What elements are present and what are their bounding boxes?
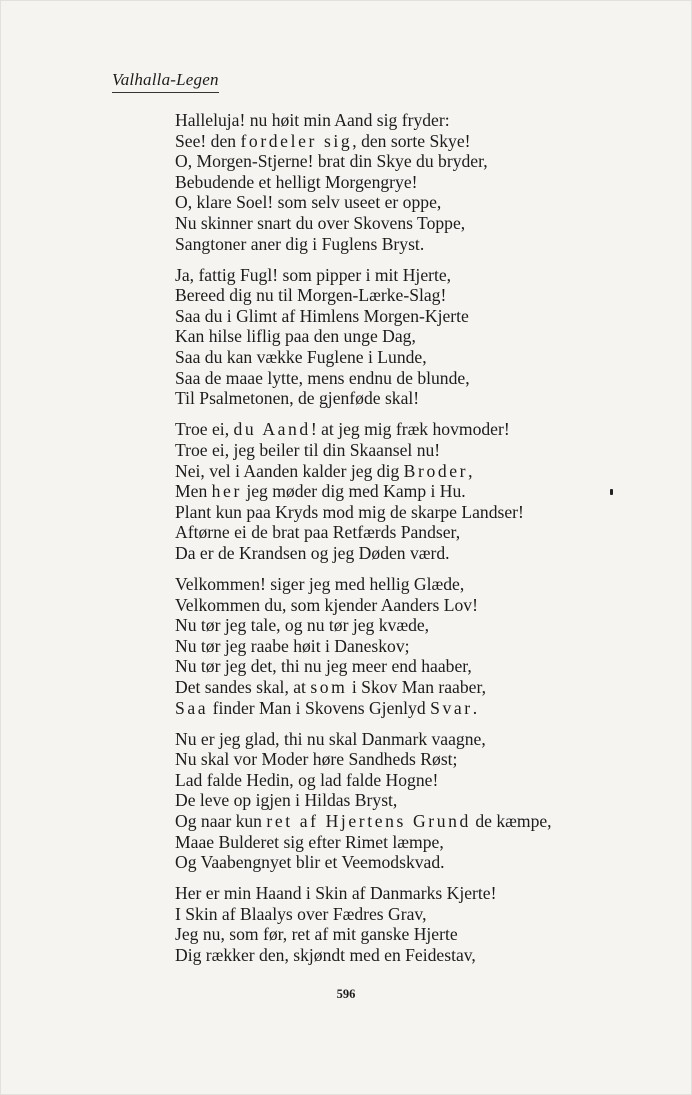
line-text: Velkommen du, som kjender Aanders Lov! xyxy=(175,594,478,615)
spaced-emphasis: du Aand xyxy=(233,419,311,440)
line-text: O, Morgen-Stjerne! brat din Skye du bryder, xyxy=(175,151,488,172)
poem-line xyxy=(175,749,552,770)
poem-line xyxy=(175,852,552,873)
line-text: Nu er jeg glad, thi nu skal Danmark vaagne, xyxy=(175,728,486,749)
poem-line xyxy=(175,326,552,347)
poem-line xyxy=(175,213,552,234)
running-head: Valhalla-Legen xyxy=(112,70,219,93)
poem-line xyxy=(175,234,552,255)
line-text: I Skin af Blaalys over Fædres Grav, xyxy=(175,903,427,924)
spaced-emphasis: ret af Hjertens Grund xyxy=(266,811,471,831)
spaced-emphasis: fordeler sig xyxy=(240,130,353,151)
line-text: de kæmpe, xyxy=(470,811,552,831)
stanza xyxy=(175,419,552,563)
line-text: Saa de maae lytte, mens endnu de blunde, xyxy=(175,367,470,388)
spaced-emphasis: Svar xyxy=(430,697,473,718)
poem-line xyxy=(175,543,552,564)
line-text: Nu tør jeg tale, og nu tør jeg kvæde, xyxy=(175,615,430,636)
line-text: Aftørne ei de brat paa Retfærds Pandser, xyxy=(175,522,461,543)
line-text: Og naar kun xyxy=(175,811,267,831)
line-text: De leve op igjen i Hildas Bryst, xyxy=(175,790,398,811)
line-text: Til Psalmetonen, de gjenføde skal! xyxy=(175,388,420,409)
line-text: Nu tør jeg raabe høit i Daneskov; xyxy=(175,635,410,656)
poem-line xyxy=(175,461,552,482)
line-text: Bebudende et helligt Morgengrye! xyxy=(175,171,418,192)
print-speck xyxy=(610,489,613,495)
poem-line xyxy=(175,368,552,389)
line-text: ! at jeg mig fræk hovmoder! xyxy=(310,419,510,440)
line-text: Nu skinner snart du over Skovens Toppe, xyxy=(175,212,466,233)
poem-line xyxy=(175,172,552,193)
line-text: Nu skal vor Moder høre Sandheds Røst; xyxy=(175,749,458,770)
line-text: Sangtoner aner dig i Fuglens Bryst. xyxy=(175,233,425,254)
line-text: Velkommen! siger jeg med hellig Glæde, xyxy=(175,573,465,594)
poem-line xyxy=(175,347,552,368)
poem-line xyxy=(175,285,552,306)
spaced-emphasis: Broder xyxy=(403,460,469,481)
line-text: Og Vaabengnyet blir et Veemodskvad. xyxy=(175,852,445,873)
line-text: Maae Bulderet sig efter Rimet læmpe, xyxy=(175,831,444,852)
line-text: Saa du i Glimt af Himlens Morgen-Kjerte xyxy=(175,305,469,326)
poem-line xyxy=(175,419,552,440)
line-text: Lad falde Hedin, og lad falde Hogne! xyxy=(175,769,439,790)
poem-line xyxy=(175,595,552,616)
line-text: Ja, fattig Fugl! som pipper i mit Hjerte, xyxy=(175,264,452,285)
line-text: Troe ei, jeg beiler til din Skaansel nu! xyxy=(175,439,441,460)
spaced-emphasis: Saa xyxy=(175,697,209,718)
line-text: Plant kun paa Kryds mod mig de skarpe Landser! xyxy=(175,501,524,522)
poem-line xyxy=(175,770,552,791)
line-text: Nu tør jeg det, thi nu jeg meer end haaber, xyxy=(175,656,472,677)
poem-line xyxy=(175,883,552,904)
line-text: Dig rækker den, skjøndt med en Feidestav, xyxy=(175,945,476,966)
poem-line xyxy=(175,131,552,152)
line-text: O, klare Soel! som selv useet er oppe, xyxy=(175,192,442,213)
poem xyxy=(175,110,552,976)
poem-line xyxy=(175,265,552,286)
stanza xyxy=(175,574,552,718)
stanza xyxy=(175,729,552,873)
stanza xyxy=(175,883,552,965)
line-text: i Skov Man raaber, xyxy=(347,676,487,697)
line-text: Troe ei, xyxy=(175,419,234,440)
poem-line xyxy=(175,677,552,698)
poem-line xyxy=(175,924,552,945)
poem-line xyxy=(175,945,552,966)
line-text: Nei, vel i Aanden kalder jeg dig xyxy=(175,460,404,481)
line-text: Her er min Haand i Skin af Danmarks Kjerte! xyxy=(175,883,497,904)
poem-line xyxy=(175,574,552,595)
poem-line xyxy=(175,440,552,461)
line-text: . xyxy=(472,697,478,718)
line-text: Bereed dig nu til Morgen-Lærke-Slag! xyxy=(175,285,447,306)
stanza xyxy=(175,265,552,409)
line-text: , den sorte Skye! xyxy=(352,130,471,151)
poem-line xyxy=(175,729,552,750)
stanza xyxy=(175,110,552,254)
line-text: See! den xyxy=(175,130,241,151)
line-text: Men xyxy=(175,481,212,502)
poem-line xyxy=(175,110,552,131)
line-text: Kan hilse liflig paa den unge Dag, xyxy=(175,326,416,347)
poem-line xyxy=(175,832,552,853)
spaced-emphasis: her xyxy=(211,481,242,502)
line-text: jeg møder dig med Kamp i Hu. xyxy=(241,481,466,502)
poem-line xyxy=(175,636,552,657)
line-text: finder Man i Skovens Gjenlyd xyxy=(208,697,431,718)
poem-line xyxy=(175,656,552,677)
line-text: Saa du kan vække Fuglene i Lunde, xyxy=(175,347,427,368)
poem-line xyxy=(175,904,552,925)
poem-line xyxy=(175,615,552,636)
poem-line xyxy=(175,306,552,327)
poem-line xyxy=(175,698,552,719)
line-text: Det sandes skal, at xyxy=(175,676,311,697)
poem-line xyxy=(175,388,552,409)
spaced-emphasis: som xyxy=(310,676,348,697)
page-number: 596 xyxy=(336,987,356,1001)
line-text: Da er de Krandsen og jeg Døden værd. xyxy=(175,542,450,563)
poem-line xyxy=(175,481,552,502)
line-text: Halleluja! nu høit min Aand sig fryder: xyxy=(175,110,450,130)
line-text: Jeg nu, som før, ret af mit ganske Hjerte xyxy=(175,924,458,945)
poem-line xyxy=(175,522,552,543)
poem-line xyxy=(175,151,552,172)
line-text: , xyxy=(468,460,473,481)
poem-line xyxy=(175,192,552,213)
poem-line xyxy=(175,811,552,832)
poem-line xyxy=(175,502,552,523)
poem-line xyxy=(175,790,552,811)
